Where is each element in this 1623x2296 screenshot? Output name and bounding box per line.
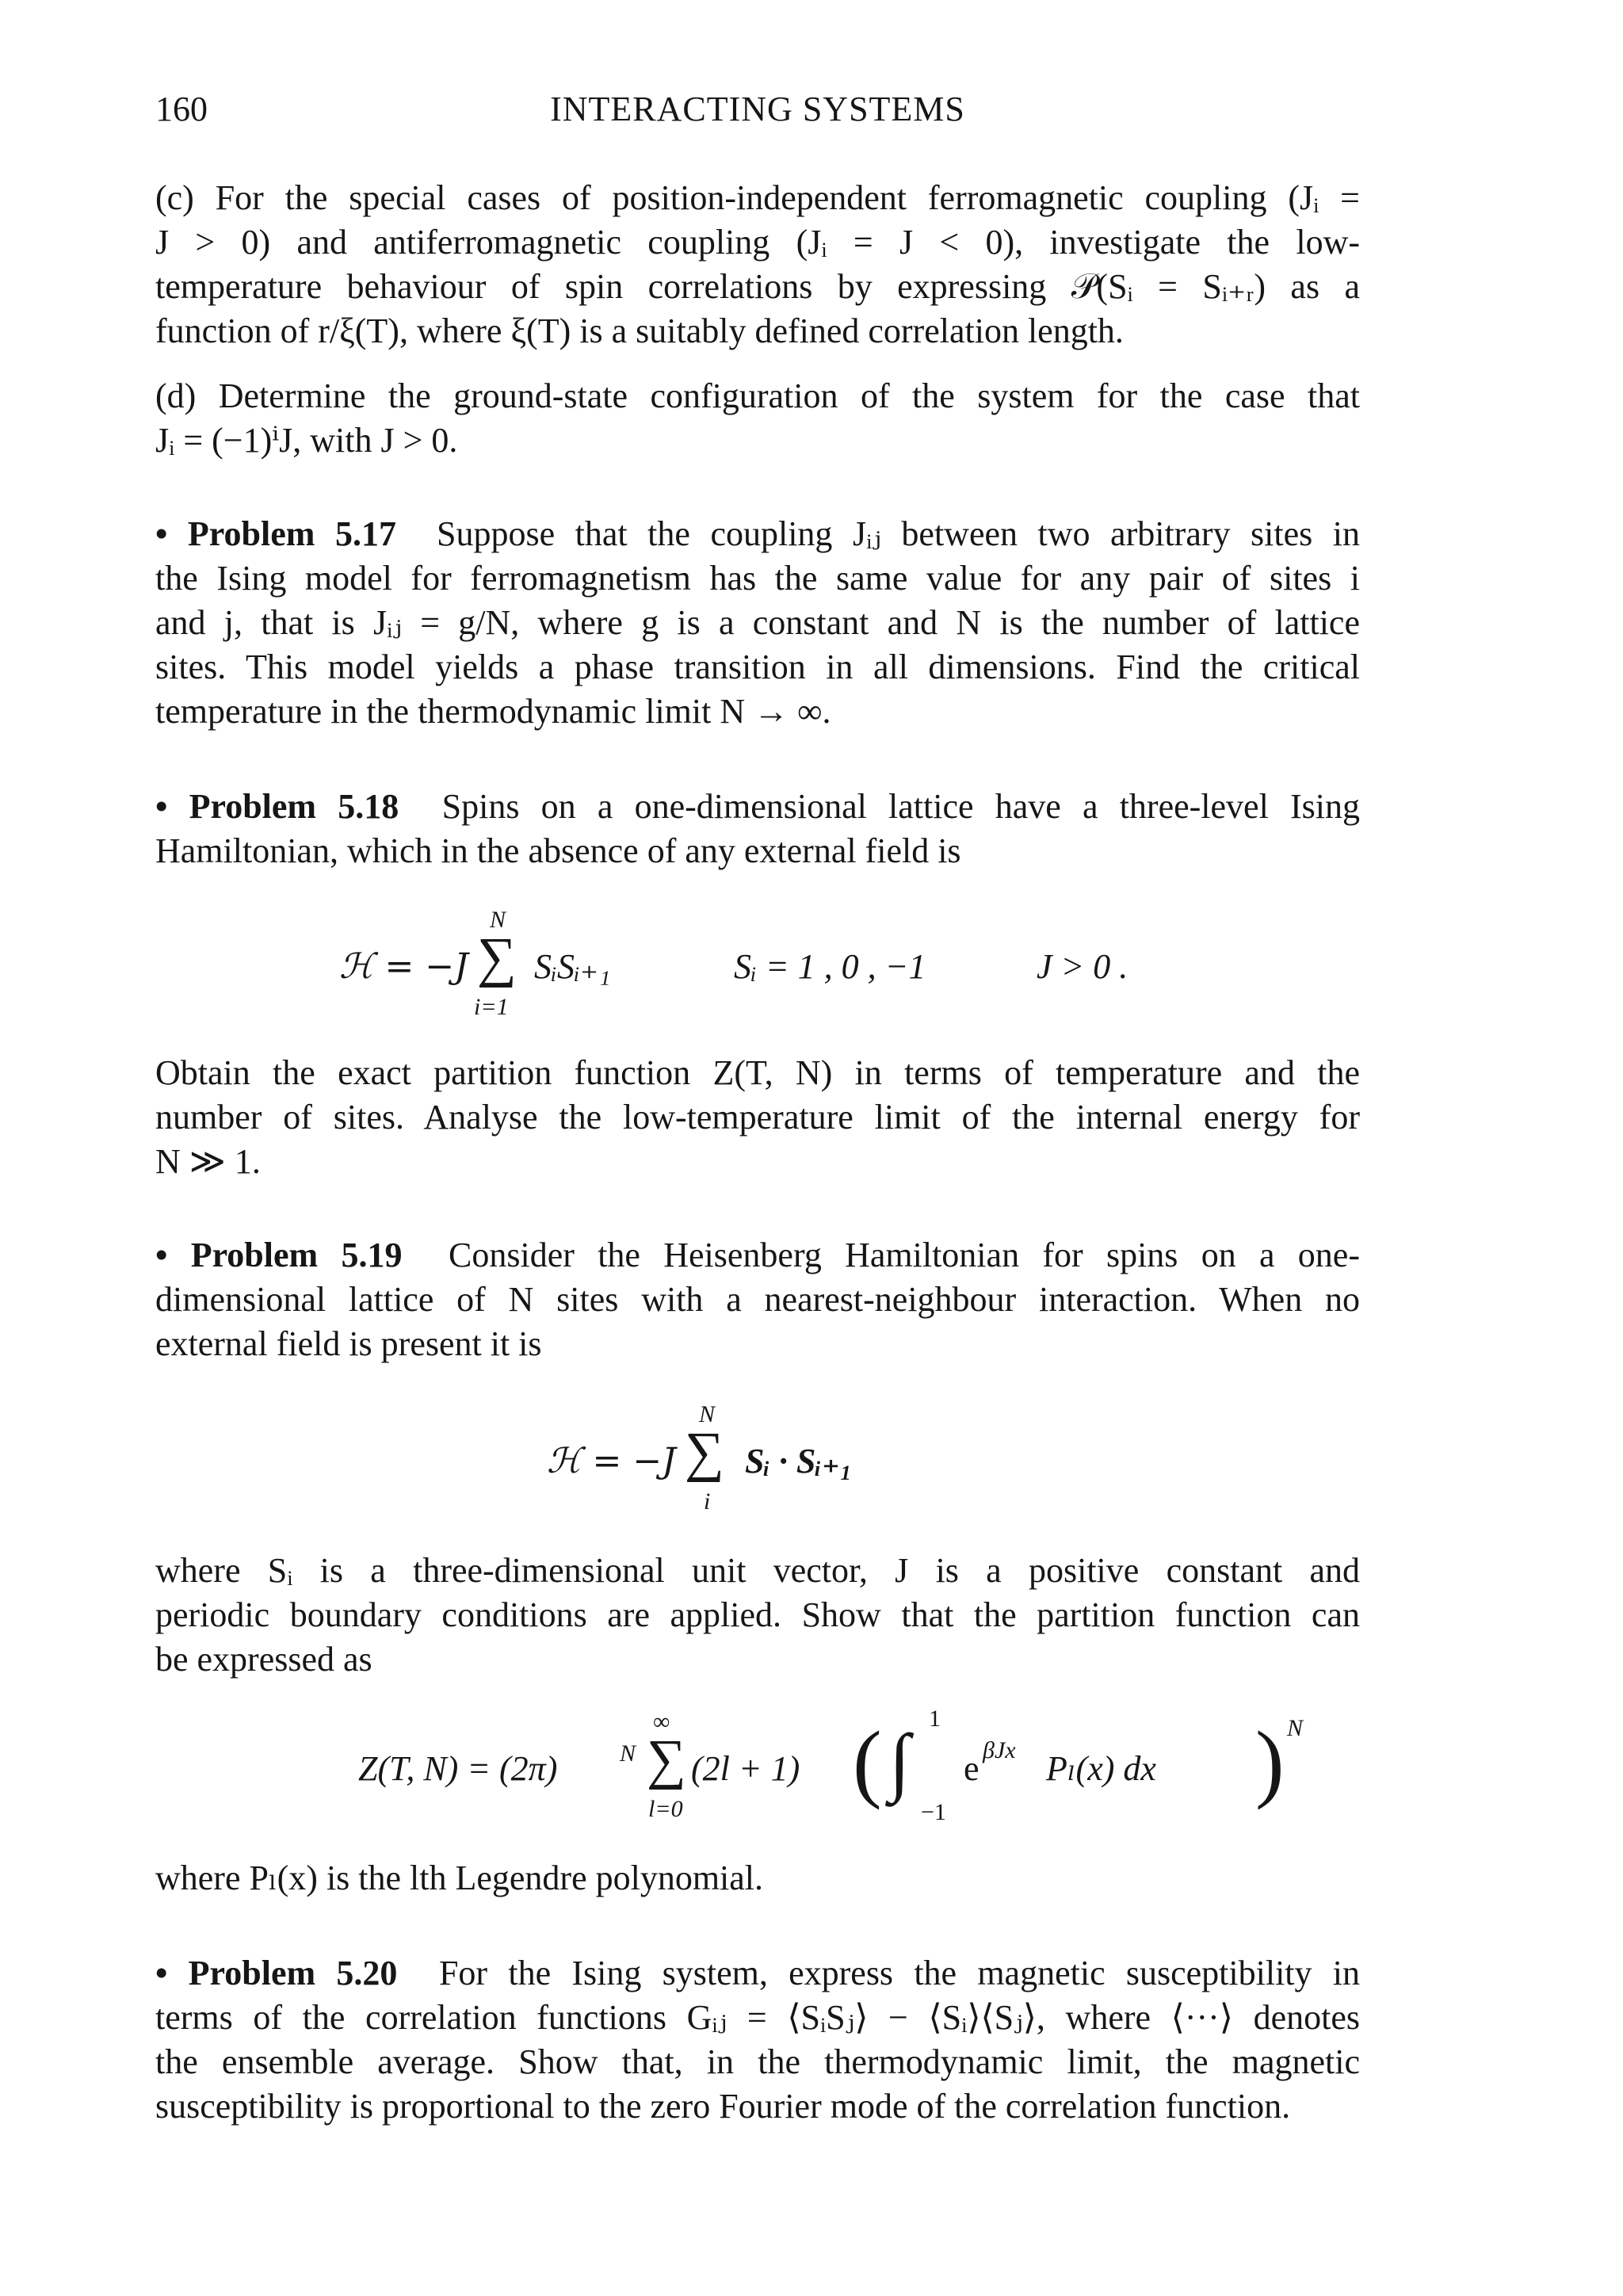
hamiltonian-lhs: ℋ = −J [339,946,468,987]
problem-label: • Problem 5.18 [155,787,399,826]
text-line: the ensemble average. Show that, in the thermodynamic limit, the magnetic [155,2042,1360,2081]
text-line: (c) For the special cases of position-independent ferromagnetic coupling (Jᵢ = [155,178,1360,217]
integral-symbol: ∫ [889,1718,911,1803]
equation-partition-function [155,1683,1360,1826]
text-line: where Sᵢ is a three-dimensional unit vector, J is a positive constant and [155,1551,1360,1590]
exponential: e [964,1749,980,1788]
text-line: number of sites. Analyse the low-temperature limit of the internal energy for [155,1098,1360,1137]
text-line: function of r/ξ(T), where ξ(T) is a suitably defined correlation length. [155,311,1124,350]
summation-symbol: ∑ [647,1729,686,1790]
text-line [155,1233,1360,1278]
problem-text: Consider the Heisenberg Hamiltonian for spins on a one- [449,1236,1360,1274]
part-c-paragraph [155,176,1360,353]
problem-text: For the Ising system, express the magnetic susceptibility in [438,1954,1360,1992]
problem-5-20 [155,1951,1360,2129]
text-line: sites. This model yields a phase transition in all dimensions. Find the critical [155,648,1360,686]
lhs-exponent: N [620,1740,636,1767]
exponent: βJx [983,1737,1016,1763]
problem-5-17 [155,512,1360,734]
problem-5-19 [155,1233,1360,1366]
integral-upper-limit: 1 [929,1706,941,1732]
text-line: where Pₗ(x) is the lth Legendre polynomial. [155,1859,764,1897]
integral-lower-limit: −1 [921,1799,946,1825]
sum-upper-limit: N [699,1401,716,1427]
summation-symbol: ∑ [685,1422,724,1483]
summand: Sᵢ · Sᵢ₊₁ [745,1442,853,1480]
text-line: Hamiltonian, which in the absence of any external field is [155,831,961,870]
spin-values: Sᵢ = 1 , 0 , −1 [734,947,926,986]
problem-5-19-middle [155,1549,1360,1682]
text-line: temperature in the thermodynamic limit N → ∞. [155,692,831,731]
text-line: the Ising model for ferromagnetism has the same value for any pair of sites i [155,559,1360,598]
partition-lhs: Z(T, N) = (2π) [358,1749,558,1788]
text-line: susceptibility is proportional to the zero Fourier mode of the correlation function. [155,2087,1291,2126]
sum-upper-limit: N [490,907,506,933]
problem-5-18-continued [155,1051,1360,1184]
equation-ising-hamiltonian [155,896,1360,1022]
problem-text: Suppose that the coupling Jᵢⱼ between two arbitrary sites in [437,514,1361,553]
summand: SᵢSᵢ₊₁ [534,947,611,986]
problem-label: • Problem 5.19 [155,1236,403,1274]
page-number: 160 [155,90,208,128]
text-line: Jᵢ = (−1)ⁱJ, with J > 0. [155,421,458,460]
text-line: J > 0) and antiferromagnetic coupling (Jᵢ = J < 0), investigate the low- [155,223,1360,262]
open-paren: ( [853,1713,882,1810]
text-line: external field is present it is [155,1324,542,1363]
text-line: terms of the correlation functions Gᵢⱼ = ⟨SᵢSⱼ⟩ − ⟨Sᵢ⟩⟨Sⱼ⟩, where ⟨···⟩ denotes [155,1998,1360,2037]
sum-lower-limit: l=0 [648,1796,683,1822]
equation-heisenberg-hamiltonian [155,1392,1360,1519]
legendre-integrand: Pₗ(x) dx [1046,1749,1156,1788]
hamiltonian-lhs: ℋ = −J [547,1441,676,1481]
text-line: be expressed as [155,1640,372,1679]
text-line [155,785,1360,829]
close-paren: ) [1255,1713,1285,1810]
text-line: Obtain the exact partition function Z(T, N) in terms of temperature and the [155,1053,1360,1092]
text-line: dimensional lattice of N sites with a nearest-neighbour interaction. When no [155,1280,1360,1319]
sum-upper-limit: ∞ [653,1709,670,1735]
coupling-condition: J > 0 . [1037,947,1128,986]
summation-symbol: ∑ [477,927,517,988]
text-line [155,512,1360,556]
outer-exponent: N [1287,1715,1304,1741]
problem-5-19-ending [155,1856,1360,1901]
problem-label: • Problem 5.17 [155,514,396,553]
problem-text: Spins on a one-dimensional lattice have a three-level Ising [441,787,1360,826]
problem-label: • Problem 5.20 [155,1954,398,1992]
text-line: (d) Determine the ground-state configuration of the system for the case that [155,376,1360,415]
text-line [155,1951,1360,1996]
text-line: temperature behaviour of spin correlations by expressing 𝒫(Sᵢ = Sᵢ₊ᵣ) as a [155,267,1360,306]
text-line: and j, that is Jᵢⱼ = g/N, where g is a constant and N is the number of lattice [155,603,1360,642]
text-line: N ≫ 1. [155,1142,261,1181]
degeneracy-term: (2l + 1) [691,1749,800,1788]
running-title: INTERACTING SYSTEMS [550,90,965,128]
problem-5-18 [155,785,1360,873]
running-head [155,89,1360,136]
sum-lower-limit: i=1 [474,994,509,1020]
part-d-paragraph [155,374,1360,463]
text-line: periodic boundary conditions are applied. Show that the partition function can [155,1595,1360,1634]
sum-lower-limit: i [704,1488,711,1515]
